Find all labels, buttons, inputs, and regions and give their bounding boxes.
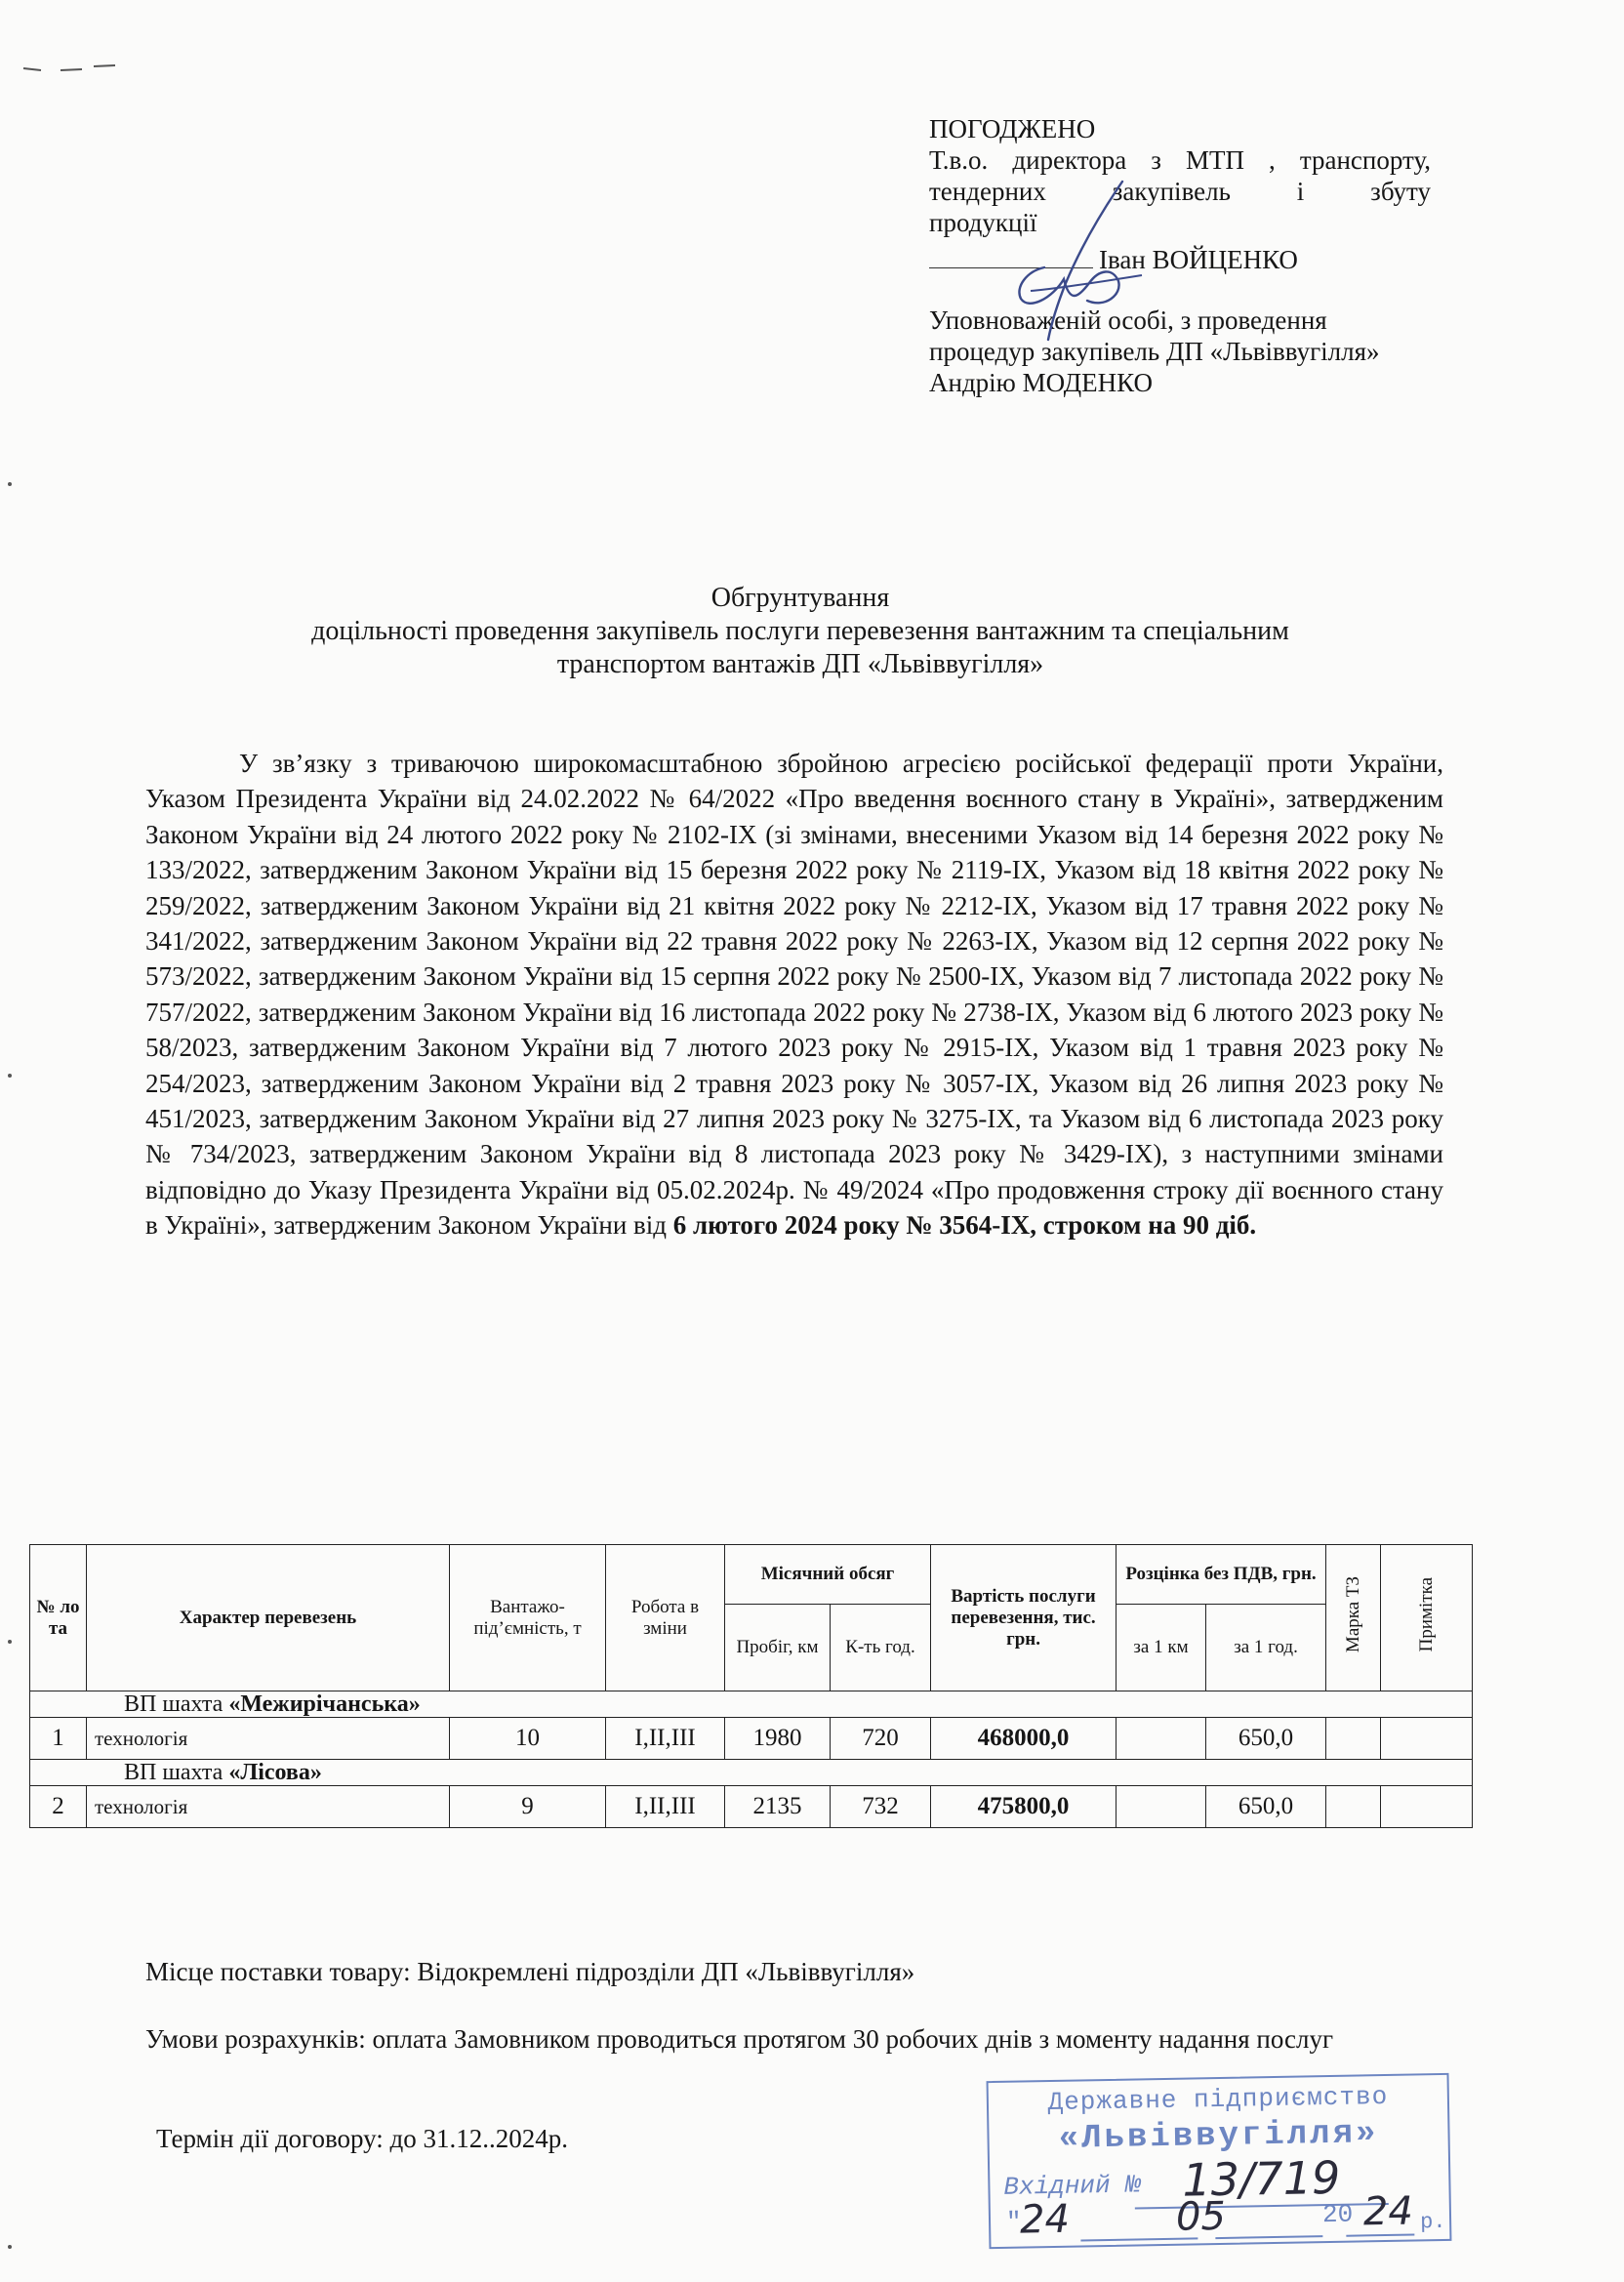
stamp-year-line — [1346, 2234, 1414, 2237]
title-line1: Обгрунтування — [710, 583, 890, 613]
header-shifts: Робота в зміни — [606, 1545, 725, 1691]
scan-dot — [8, 482, 12, 486]
cell-character: технологія — [87, 1718, 450, 1760]
scan-dot — [8, 2245, 12, 2249]
cell-per-hour: 650,0 — [1206, 1718, 1326, 1760]
title-line2: доцільності проведення закупівель послуги перевезення вантажним та спеціальним — [311, 616, 1289, 646]
approval-heading: ПОГОДЖЕНО — [929, 114, 1096, 143]
stamp-year-suffix: р. — [1419, 2209, 1446, 2235]
section-name — [30, 1760, 1473, 1786]
section-row — [30, 1691, 1473, 1718]
cell-note — [1381, 1786, 1473, 1828]
header-monthly: Місячний обсяг — [725, 1545, 931, 1605]
header-character: Характер перевезень — [87, 1545, 450, 1691]
body-paragraph-bold: 6 лютого 2024 року № 3564-IX, строком на 90 діб. — [672, 1210, 1257, 1241]
table-row — [30, 1786, 1473, 1828]
cell-hours: 732 — [831, 1786, 931, 1828]
cell-num: 2 — [30, 1786, 87, 1828]
approval-position-line3: продукції — [929, 208, 1037, 237]
delivery-place: Місце поставки товару: Відокремлені підрозділи ДП «Львіввугілля» — [145, 1957, 915, 1986]
table-row — [30, 1718, 1473, 1760]
scan-dot — [8, 1074, 12, 1078]
cell-brand — [1326, 1786, 1381, 1828]
cell-capacity: 9 — [450, 1786, 606, 1828]
stamp-month: 05 — [1175, 2193, 1227, 2240]
cell-num: 1 — [30, 1718, 87, 1760]
header-hours: К-ть год. — [831, 1605, 931, 1691]
section-row — [30, 1760, 1473, 1786]
body-paragraph-text: У зв’язку з триваючою широкомасштабною збройною агресією російської федерації проти України, Указом Президента України від 24.02.2022 № 64/2022 «Про введення воєнного стану в Україні», затвердженим Законом України від 24 лютого 2022 року № 2102-IX (зі змінами, внесеними Указом від 14 березня 2022 року № 133/2022, затвердженим Законом України від 15 березня 2022 року № 2119-IX, Указом від 18 квітня 2022 року № 259/2022, затвердженим Законом України від 21 квітня 2022 року № 2212-IX, Указом від 17 травня 2022 року № 341/2022, затвердженим Законом України від 22 травня 2022 року № 2263-IX, Указом від 12 серпня 2022 року № 573/2022, затвердженим Законом України від 15 серпня 2022 року № 2500-IX, Указом від 7 листопада 2022 року № 757/2022, затвердженим Законом України від 16 листопада 2022 року № 2738-IX, Указом від 6 лютого 2023 року № 58/2023, затвердженим Законом України від 7 лютого 2023 року № 2915-IX, Указом від 1 травня 2023 року № 254/2023, затвердженим Законом України від 2 травня 2023 року № 3057-IX, Указом від 26 липня 2023 року № 451/2023, затвердженим Законом України від 27 липня 2023 року № 3275-IX, та Указом від 6 листопада 2023 року № 734/2023, затвердженим Законом України від 8 листопада 2023 року № 3429-IX), з наступними змінами відповідно до Указу Президента України від 05.02.2024р. № 49/2024 «Про продовження строку дії воєнного стану в Україні», затвердженим Законом України від — [145, 749, 1443, 1241]
cell-hours: 720 — [831, 1718, 931, 1760]
header-brand — [1326, 1545, 1381, 1691]
title-line3: транспортом вантажів ДП «Львіввугілля» — [556, 649, 1044, 679]
header-per-hour: за 1 год. — [1206, 1605, 1326, 1691]
header-cost-text: Вартість послуги перевезення, тис. грн. — [951, 1585, 1096, 1650]
registration-stamp — [987, 2073, 1452, 2249]
justification-text — [145, 746, 1443, 1243]
approval-position-line2: тендерних закупівель і збуту — [929, 177, 1431, 206]
header-note-text: Примітка — [1415, 1577, 1437, 1652]
cell-cost: 468000,0 — [931, 1718, 1116, 1760]
header-num: № ло та — [30, 1545, 87, 1691]
body-paragraph — [145, 746, 1443, 1243]
header-rate: Розцінка без ПДВ, грн. — [1116, 1545, 1326, 1605]
addressee-line1: Уповноваженій особі, з проведення — [929, 306, 1327, 335]
header-cost — [931, 1545, 1116, 1691]
approval-signer: Іван ВОЙЦЕНКО — [1099, 245, 1298, 274]
addressee-line2: процедур закупівель ДП «Львіввугілля» — [929, 337, 1380, 366]
stamp-quote-open: " — [1005, 2207, 1022, 2237]
cell-shifts: I,II,III — [606, 1718, 725, 1760]
scan-marks — [21, 61, 129, 85]
header-capacity: Вантажо-під’ємність, т — [450, 1545, 606, 1691]
stamp-year-prefix: 20 — [1321, 2199, 1354, 2230]
stamp-day-line — [1080, 2237, 1198, 2241]
stamp-year: 24 — [1362, 2188, 1414, 2235]
cell-shifts: I,II,III — [606, 1786, 725, 1828]
stamp-incoming-number: 13/719 — [1134, 2150, 1389, 2210]
handwritten-signature — [976, 174, 1161, 374]
stamp-month-line — [1215, 2235, 1322, 2239]
contract-term: Термін дії договору: до 31.12..2024р. — [156, 2124, 569, 2153]
cell-cost: 475800,0 — [931, 1786, 1116, 1828]
cell-note — [1381, 1718, 1473, 1760]
header-note — [1381, 1545, 1473, 1691]
stamp-org-type: Державне підприємство — [1047, 2081, 1389, 2118]
stamp-incoming-label: Вхідний № — [1003, 2170, 1142, 2202]
header-mileage: Пробіг, км — [725, 1605, 831, 1691]
header-per-km: за 1 км — [1116, 1605, 1206, 1691]
scan-dot — [8, 1640, 12, 1644]
cell-character: технологія — [87, 1786, 450, 1828]
section-name-prefix: ВП шахта — [124, 1760, 229, 1785]
cell-per-km — [1116, 1786, 1206, 1828]
section-name — [30, 1691, 1473, 1718]
cell-mileage: 1980 — [725, 1718, 831, 1760]
header-brand-text: Марка ТЗ — [1342, 1576, 1363, 1653]
cell-per-hour: 650,0 — [1206, 1786, 1326, 1828]
cell-per-km — [1116, 1718, 1206, 1760]
section-name-prefix: ВП шахта — [124, 1691, 229, 1717]
cell-brand — [1326, 1718, 1381, 1760]
document-title — [146, 582, 1454, 681]
section-name-bold: «Лісова» — [228, 1760, 322, 1785]
approval-position-line1: Т.в.о. директора з МТП , транспорту, — [929, 145, 1431, 175]
payment-terms: Умови розрахунків: оплата Замовником проводиться протягом 30 робочих днів з моменту надання послуг — [145, 2024, 1334, 2054]
cell-capacity: 10 — [450, 1718, 606, 1760]
addressee-line3: Андрію МОДЕНКО — [929, 368, 1154, 397]
cell-mileage: 2135 — [725, 1786, 831, 1828]
stamp-day: 24 — [1019, 2196, 1071, 2243]
section-name-bold: «Межирічанська» — [228, 1691, 421, 1717]
transport-table — [29, 1544, 1473, 1828]
stamp-org-name: «Львіввугілля» — [1058, 2115, 1379, 2158]
